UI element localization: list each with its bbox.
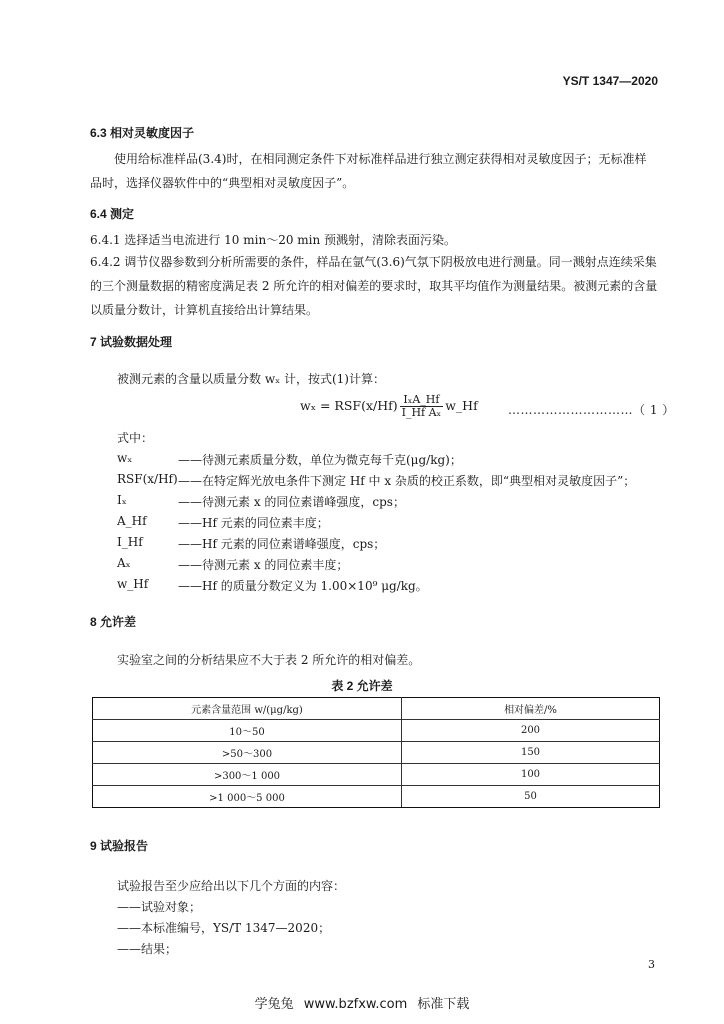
- table-cell: 200: [402, 720, 660, 742]
- table-cell: >1 000～5 000: [93, 786, 402, 808]
- def-symbol: A_Hf: [117, 514, 147, 528]
- def-description: ——Hf 的质量分数定义为 1.00×10⁹ μg/kg。: [178, 579, 428, 593]
- formula-fraction: [400, 394, 444, 419]
- standard-number: YS/T 1347—2020: [562, 74, 658, 88]
- table-cell: 100: [402, 764, 660, 786]
- column-header: 相对偏差/%: [402, 698, 660, 720]
- section-8-body: 实验室之间的分析结果应不大于表 2 所允许的相对偏差。: [117, 653, 421, 667]
- formula-1: [300, 394, 478, 419]
- footer-watermark: 学兔兔 www.bzfxw.com 标准下载: [254, 997, 470, 1012]
- def-description: ——待测元素质量分数，单位为微克每千克(μg/kg)；: [178, 453, 462, 467]
- def-description: ——在特定辉光放电条件下测定 Hf 中 x 杂质的校正系数，即“典型相对灵敏度因子”；: [178, 474, 636, 488]
- def-description: ——待测元素 x 的同位素谱峰强度，cps；: [178, 495, 405, 509]
- table-cell: 10～50: [93, 720, 402, 742]
- page-number: 3: [648, 958, 655, 971]
- def-description: ——Hf 元素的同位素谱峰强度，cps；: [178, 537, 386, 551]
- column-header: 元素含量范围 w/(μg/kg): [93, 698, 402, 720]
- where-label: 式中：: [117, 431, 154, 445]
- table-cell: >50～300: [93, 742, 402, 764]
- section-6-4-1-body: 6.4.1 选择适当电流进行 10 min～20 min 预溅射，清除表面污染。: [90, 233, 457, 247]
- section-9-intro: 试验报告至少应给出以下几个方面的内容：: [117, 879, 346, 893]
- formula-numerator: IₓA_Hf: [400, 394, 444, 407]
- table-row: [93, 720, 660, 742]
- table-cell: 150: [402, 742, 660, 764]
- section-6-4-heading: 6.4 测定: [90, 207, 135, 221]
- table-cell: >300～1 000: [93, 764, 402, 786]
- table-row: [93, 786, 660, 808]
- section-6-4-2-body: 6.4.2 调节仪器参数到分析所需要的条件，样品在氩气(3.6)气氛下阴极放电进行测量。同一溅射点连续采集的三个测量数据的精密度满足表 2 所允许的相对偏差的要求时，取其平均值作为测量结果。被测元素的含量以质量分数计，计算机直接给出计算结果。: [90, 255, 658, 317]
- tolerance-table: [92, 697, 660, 808]
- table-caption: 表 2 允许差: [331, 679, 393, 693]
- list-item: ——结果；: [117, 942, 178, 956]
- table-header-row: [93, 698, 660, 720]
- table-row: [93, 764, 660, 786]
- section-7-intro: 被测元素的含量以质量分数 wₓ 计，按式(1)计算：: [117, 372, 385, 386]
- formula-number: …………………………（ 1 ）: [508, 403, 675, 417]
- formula-tail: w_Hf: [445, 398, 478, 413]
- def-symbol: RSF(x/Hf): [117, 472, 178, 486]
- def-symbol: Iₓ: [117, 493, 127, 507]
- section-9-heading: 9 试验报告: [90, 839, 149, 853]
- def-symbol: I_Hf: [117, 535, 143, 549]
- formula-lhs: wₓ = RSF(x/Hf): [300, 398, 398, 413]
- table-cell: 50: [402, 786, 660, 808]
- section-6-3-body: 使用给标准样品(3.4)时，在相同测定条件下对标准样品进行独立测定获得相对灵敏度因子；无标准样品时，选择仪器软件中的“典型相对灵敏度因子”。: [90, 152, 647, 190]
- formula-denominator: I_Hf Aₓ: [401, 406, 442, 419]
- section-6-3-heading: 6.3 相对灵敏度因子: [90, 126, 195, 140]
- def-description: ——待测元素 x 的同位素丰度；: [178, 558, 349, 572]
- section-7-heading: 7 试验数据处理: [90, 335, 173, 349]
- def-symbol: w_Hf: [117, 577, 149, 591]
- def-description: ——Hf 元素的同位素丰度；: [178, 516, 329, 530]
- list-item: ——本标准编号，YS/T 1347—2020；: [117, 921, 331, 935]
- def-symbol: wₓ: [117, 451, 133, 465]
- list-item: ——试验对象；: [117, 900, 202, 914]
- table-row: [93, 742, 660, 764]
- def-symbol: Aₓ: [117, 556, 131, 570]
- section-8-heading: 8 允许差: [90, 615, 137, 629]
